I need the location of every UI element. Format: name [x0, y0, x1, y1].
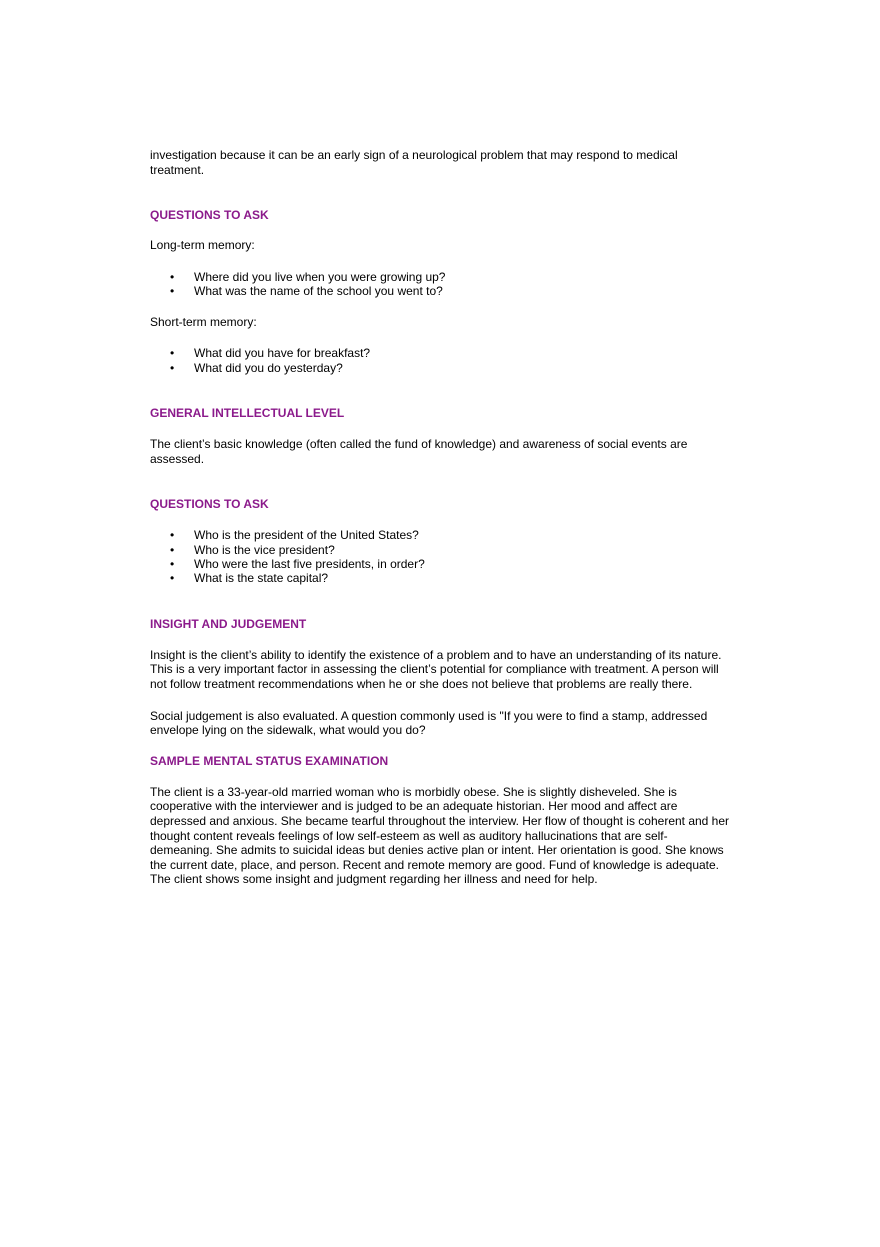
page-content — [150, 148, 730, 887]
list-item-text: What was the name of the school you went to? — [194, 284, 443, 299]
bullet-icon: • — [170, 269, 175, 284]
sample-exam-paragraph: The client is a 33-year-old married woman who is morbidly obese. She is slightly disheveled. She is cooperative with the interviewer and is judged to be an adequate historian. Her mood and affect are depressed and anxious. She became tearful throughout the interview. Her flow of thought is coherent and her thought content reveals feelings of low self-esteem as well as auditory hallucinations that are self-demeaning. She admits to suicidal ideas but denies active plan or intent. Her orientation is good. She knows the current date, place, and person. Recent and remote memory are good. Fund of knowledge is adequate. The client shows some insight and judgment regarding her illness and need for help. — [150, 784, 730, 887]
memory-questions-heading: QUESTIONS TO ASK — [150, 208, 269, 223]
intellectual-level-paragraph: The client’s basic knowledge (often called the fund of knowledge) and awareness of social events are assessed. — [150, 437, 688, 466]
list-item-text: Who is the president of the United States? — [194, 528, 419, 543]
long-term-memory-label: Long-term memory: — [150, 238, 255, 253]
list-item — [150, 346, 730, 360]
bullet-icon: • — [170, 557, 175, 571]
bullet-icon: • — [170, 528, 175, 543]
intro-paragraph: investigation because it can be an early sign of a neurological problem that may respond to medical treatment. — [150, 148, 678, 177]
list-item-text: What is the state capital? — [194, 571, 329, 586]
intellect-question-list — [150, 528, 730, 586]
list-item — [150, 270, 730, 284]
bullet-icon: • — [170, 542, 175, 557]
short-term-question-list — [150, 346, 730, 375]
list-item — [150, 361, 730, 375]
insight-paragraph: Insight is the client’s ability to identify the existence of a problem and to have an understanding of its nature. This is a very important factor in assessing the client’s potential for compliance with treatment. A person will not follow treatment recommendations when he or she does not believe that problems are really there. — [150, 647, 722, 691]
bullet-icon: • — [170, 346, 175, 361]
intellectual-level-heading: GENERAL INTELLECTUAL LEVEL — [150, 406, 345, 420]
insight-heading: INSIGHT AND JUDGEMENT — [150, 616, 307, 631]
list-item-text: Who is the vice president? — [194, 542, 335, 557]
list-item — [150, 528, 730, 542]
sample-exam-heading: SAMPLE MENTAL STATUS EXAMINATION — [150, 753, 389, 768]
short-term-memory-label: Short-term memory: — [150, 314, 257, 329]
bullet-icon: • — [170, 360, 175, 375]
long-term-question-list — [150, 270, 730, 299]
list-item-text: What did you do yesterday? — [194, 360, 343, 375]
bullet-icon: • — [170, 284, 175, 299]
list-item — [150, 557, 730, 571]
list-item-text: Where did you live when you were growing up? — [194, 269, 446, 284]
list-item-text: What did you have for breakfast? — [194, 346, 371, 361]
intellect-questions-heading: QUESTIONS TO ASK — [150, 497, 269, 512]
list-item — [150, 284, 730, 298]
list-item-text: Who were the last five presidents, in order? — [194, 557, 425, 571]
list-item — [150, 571, 730, 585]
social-judgement-paragraph: Social judgement is also evaluated. A question commonly used is "If you were to find a stamp, addressed envelope lying on the sidewalk, what would you do? — [150, 708, 708, 738]
bullet-icon: • — [170, 571, 175, 586]
list-item — [150, 543, 730, 557]
